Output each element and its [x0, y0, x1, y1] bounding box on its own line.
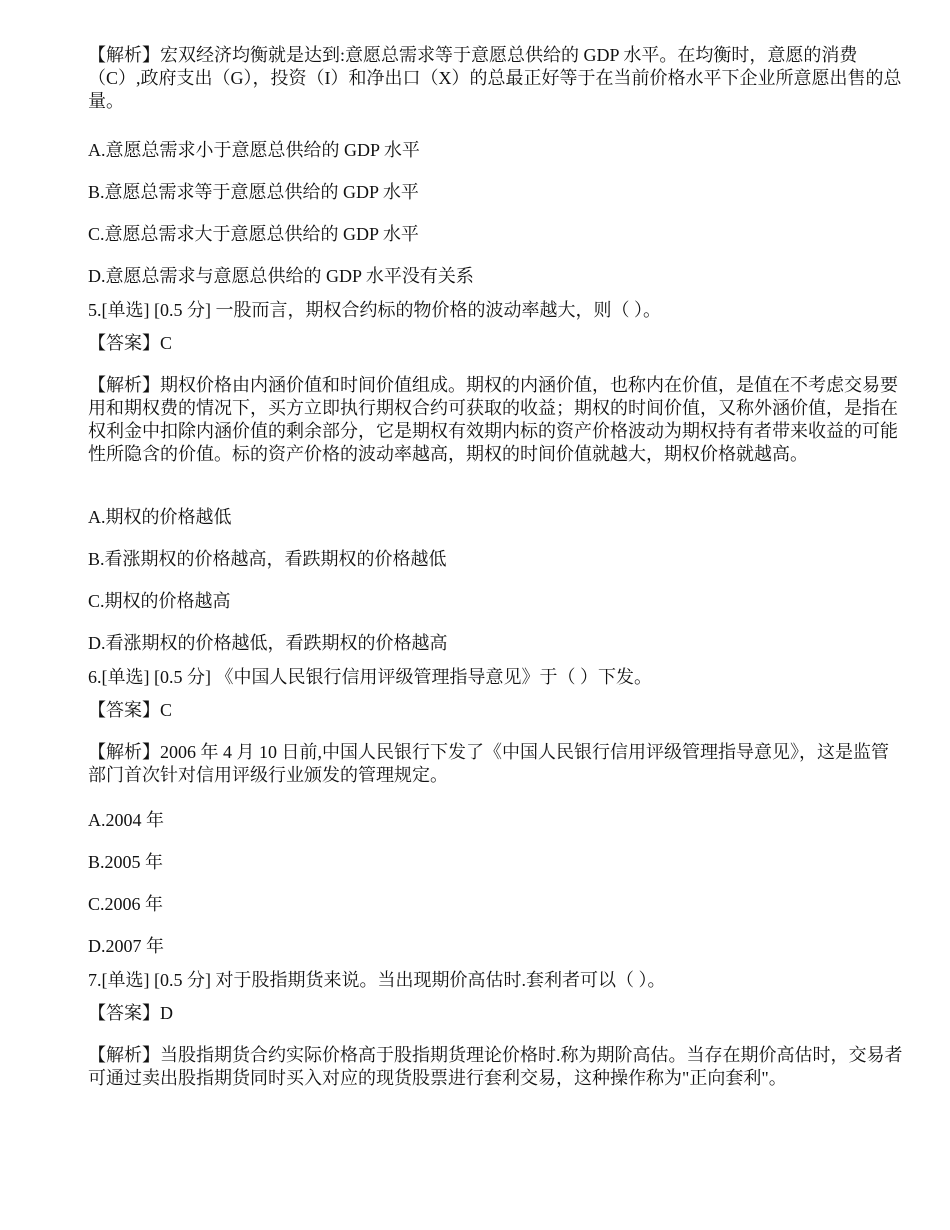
question-block-5 — [88, 297, 906, 664]
question-text: 7.[单选] [0.5 分] 对于股指期货来说。当出现期价高估时.套利者可以（ ）。 — [88, 970, 666, 990]
question-block-4 — [88, 44, 906, 297]
answer-text: 【答案】C — [88, 700, 173, 720]
options-list — [88, 137, 906, 297]
analysis-text: 【解析】期权价格由内涵价值和时间价值组成。期权的内涵价值，也称内在价值，是值在不考虑交易要用和期权费的情况下，买方立即执行期权合约可获取的收益；期权的时间价值，又称外涵价值，是指在权利金中扣除内涵价值的剩余部分，它是期权有效期内标的资产价格波动为期权持有者带来收益的可能性所隐含的价值。标的资产价格的波动率越高，期权的时间价值就越大，期权价格就越高。 — [88, 375, 898, 464]
option-d: D.2007 年 — [88, 936, 164, 956]
option-b: B.看涨期权的价格越高，看跌期权的价格越低 — [88, 549, 447, 569]
question-block-7 — [88, 967, 906, 1090]
document-page — [88, 44, 906, 1090]
option-d: D.意愿总需求与意愿总供给的 GDP 水平没有关系 — [88, 266, 474, 286]
options-list — [88, 807, 906, 967]
option-b: B.2005 年 — [88, 852, 164, 872]
analysis-text: 【解析】2006 年 4 月 10 日前,中国人民银行下发了《中国人民银行信用评级管理指导意见》，这是监管部门首次针对信用评级行业颁发的管理规定。 — [88, 742, 889, 785]
option-c: C.意愿总需求大于意愿总供给的 GDP 水平 — [88, 224, 419, 244]
option-c: C.2006 年 — [88, 894, 164, 914]
analysis-text: 【解析】当股指期货合约实际价格高于股指期货理论价格时.称为期阶高估。当存在期价高估时，交易者可通过卖出股指期货同时买入对应的现货股票进行套利交易，这种操作称为"正向套利"。 — [88, 1045, 903, 1088]
option-a: A.2004 年 — [88, 810, 164, 830]
analysis-text: 【解析】宏双经济均衡就是达到:意愿总需求等于意愿总供给的 GDP 水平。在均衡时，意愿的消费（C）,政府支出（G），投资（I）和净出口（X）的总最正好等于在当前价格水平下企业所意愿出售的总量。 — [88, 45, 902, 111]
question-block-6 — [88, 664, 906, 967]
option-c: C.期权的价格越高 — [88, 591, 231, 611]
question-text: 6.[单选] [0.5 分] 《中国人民银行信用评级管理指导意见》于（ ）下发。 — [88, 667, 652, 687]
option-d: D.看涨期权的价格越低，看跌期权的价格越高 — [88, 633, 448, 653]
option-b: B.意愿总需求等于意愿总供给的 GDP 水平 — [88, 182, 419, 202]
options-list — [88, 504, 906, 664]
answer-text: 【答案】D — [88, 1003, 173, 1023]
question-text: 5.[单选] [0.5 分] 一股而言，期权合约标的物价格的波动率越大，则（ ）。 — [88, 300, 661, 320]
answer-text: 【答案】C — [88, 333, 173, 353]
option-a: A.期权的价格越低 — [88, 507, 232, 527]
option-a: A.意愿总需求小于意愿总供给的 GDP 水平 — [88, 140, 420, 160]
